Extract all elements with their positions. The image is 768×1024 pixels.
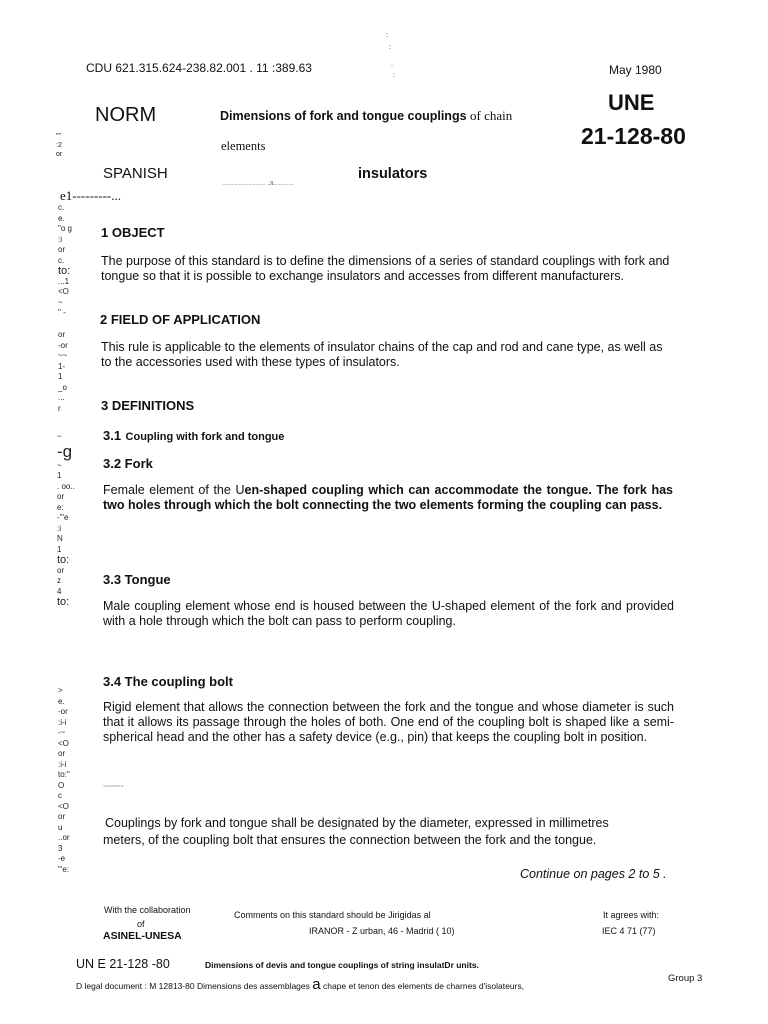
noise-line: r: [58, 403, 61, 413]
noise-line: ~~: [58, 351, 68, 360]
iranor-address: IRANOR - Z urban, 46 - Madrid ( 10): [309, 926, 455, 936]
subsection-3-1-number: 3.1: [103, 428, 122, 443]
collaboration-label: With the collaboration: [104, 905, 191, 915]
noise-line: or: [56, 151, 63, 158]
subsection-tongue: 3.3 Tongue: [103, 572, 171, 587]
top-mark-1: :: [386, 32, 388, 39]
noise-line: -e: [58, 854, 66, 863]
noise-line: or: [57, 565, 65, 575]
agrees-with-label: It agrees with:: [603, 910, 660, 920]
noise-line: O: [58, 780, 65, 790]
noise-line: e.: [58, 696, 65, 706]
norm-label: NORM: [95, 104, 157, 126]
noise-line: . oo..: [57, 481, 75, 491]
title-line-2: elements: [221, 139, 266, 153]
noise-line: :i-i: [58, 759, 67, 769]
top-mark-2: :: [389, 44, 391, 51]
margin-noise-col2: [58, 330, 68, 414]
fork-text-b: en-shaped coupling which can accommodate the tongue. The fork has two holes through which the bolt connecting the two elements forming the coupling can pass.: [103, 483, 673, 512]
section-body-object: The purpose of this standard is to define the dimensions of a series of standard couplings with fork and tongue so that it is possible to exchange insulators and accesses from different manufacturers.: [101, 254, 670, 283]
section-heading-definitions: 3 DEFINITIONS: [101, 398, 195, 413]
section-heading-field: 2 FIELD OF APPLICATION: [100, 312, 261, 327]
noise-line: to:: [57, 554, 70, 566]
footer-english-title: Dimensions of devis and tongue couplings of string insulatDr units.: [205, 960, 479, 970]
cdu-code: CDU 621.315.624-238.82.001 . 11 :389.63: [86, 61, 312, 75]
date: May 1980: [609, 63, 662, 77]
subsection-coupling-bolt: 3.4 The coupling bolt: [103, 674, 233, 689]
title-line-3: insulators: [358, 166, 428, 182]
noise-line: to:: [58, 265, 71, 277]
noise-line: -or: [58, 340, 68, 350]
noise-line: c.: [58, 255, 65, 265]
standard-number: 21-128-80: [581, 123, 686, 149]
section-body-tongue: Male coupling element whose end is housed between the U-shaped element of the fork and provided with a hole through which the bolt can pass to perform coupling.: [103, 599, 674, 628]
section-body-fork: [103, 483, 673, 513]
noise-line: or: [58, 749, 66, 758]
legal-text-b: chape et tenon des elements de charnes d'isolateurs,: [322, 981, 524, 991]
comments-note: Comments on this standard should be Jirigidas al: [234, 910, 431, 920]
noise-line: :i-i: [58, 717, 67, 727]
noise-line: z: [57, 576, 61, 585]
collaboration-of: of: [137, 919, 145, 929]
footer-legal: [76, 976, 524, 993]
noise-line: ~: [58, 297, 63, 307]
noise-line: "'e:: [58, 864, 70, 874]
noise-line: "": [56, 133, 61, 140]
noise-line: :i: [57, 523, 61, 533]
noise-line: ~: [57, 432, 62, 441]
noise-line: or: [58, 812, 66, 821]
noise-line: c.: [58, 203, 65, 212]
top-mark-3: .: [391, 61, 393, 68]
designation-line-2: meters, of the coupling bolt that ensures the connection between the fork and the tongue.: [103, 833, 597, 847]
title-rule: ............................... ..JL..............: [222, 181, 294, 187]
section-heading-object: 1 OBJECT: [101, 225, 165, 240]
noise-line: <O: [58, 287, 69, 296]
section-body-field: This rule is applicable to the elements of insulator chains of the cap and rod and cane type, as well as to the accessories used with these types of insulators.: [101, 340, 663, 369]
noise-line: -~: [58, 728, 66, 737]
subsection-fork: 3.2 Fork: [103, 456, 153, 471]
designation-line-1: Couplings by fork and tongue shall be designated by the diameter, expressed in millimetres: [105, 816, 609, 830]
noise-line: 3: [58, 843, 63, 853]
noise-line: -"'e: [57, 513, 69, 522]
noise-line: -g: [57, 441, 73, 461]
noise-line: <O: [58, 738, 69, 748]
fork-text-a: Female element of the U: [103, 483, 245, 497]
noise-line: to:": [58, 770, 70, 779]
noise-line: 4: [57, 586, 62, 596]
noise-line: "o g: [58, 224, 72, 233]
noise-line: 1-: [58, 361, 66, 371]
noise-line: ..or: [58, 833, 70, 842]
spanish-label: SPANISH: [103, 165, 168, 182]
title-line-1: [220, 108, 512, 124]
group-label: Group 3: [668, 973, 703, 984]
noise-line: ...1: [58, 276, 70, 286]
noise-line: or: [58, 245, 66, 254]
noise-line: " -: [58, 308, 66, 317]
noise-line: ~: [57, 460, 62, 470]
noise-line: 1: [57, 544, 62, 554]
noise-line: e.: [58, 213, 65, 223]
noise-line: to:: [57, 596, 70, 608]
margin-noise-e1: e1---------...: [60, 188, 121, 203]
noise-line: :2: [56, 142, 62, 149]
collaborator-name: ASINEL-UNESA: [103, 930, 182, 942]
une-label: UNE: [608, 90, 655, 115]
continue-note: Continue on pages 2 to 5 .: [520, 867, 667, 881]
noise-line: or: [57, 492, 65, 501]
noise-line: u: [58, 822, 63, 832]
margin-noise-col4: [58, 686, 70, 875]
margin-noise-col1: [58, 203, 72, 319]
margin-noise-col3: [57, 432, 75, 608]
margin-noise-top: [56, 132, 62, 159]
noise-line: _o: [58, 382, 67, 392]
subsection-3-1-title: Coupling with fork and tongue: [125, 431, 285, 443]
top-mark-4: :: [393, 72, 395, 79]
noise-line: c: [58, 791, 62, 800]
legal-text-big: a: [312, 976, 321, 993]
noise-line: :i: [58, 234, 62, 244]
noise-line: or: [58, 330, 66, 339]
subsection-3-1: [103, 427, 284, 445]
noise-line: >: [58, 686, 63, 695]
noise-line: e:: [57, 502, 64, 512]
iec-reference: IEC 4 71 (77): [602, 926, 656, 936]
footer-standard-code: UN E 21-128 -80: [76, 957, 170, 971]
noise-line: 1: [57, 471, 62, 480]
noise-line: -or: [58, 707, 68, 716]
title-serif: of chain: [470, 108, 513, 123]
legal-text-a: D legal document : M 12813-80 Dimensions des assemblages: [76, 981, 310, 991]
section-4-heading-mark: ~~~~~~~: [103, 784, 124, 790]
noise-line: <O: [58, 801, 69, 811]
title-bold: Dimensions of fork and tongue couplings: [220, 109, 467, 123]
noise-line: ...: [58, 393, 65, 402]
noise-line: 1: [58, 372, 63, 381]
section-body-coupling-bolt: Rigid element that allows the connection between the fork and the tongue and whose diameter is such that it allows its passage through the holes of both. One end of the coupling bolt is shaped like a semi-spherical head and the other has a safety device (e.g., pin) that keeps the coupling bolt in position.: [103, 700, 674, 744]
noise-line: N: [57, 534, 63, 543]
